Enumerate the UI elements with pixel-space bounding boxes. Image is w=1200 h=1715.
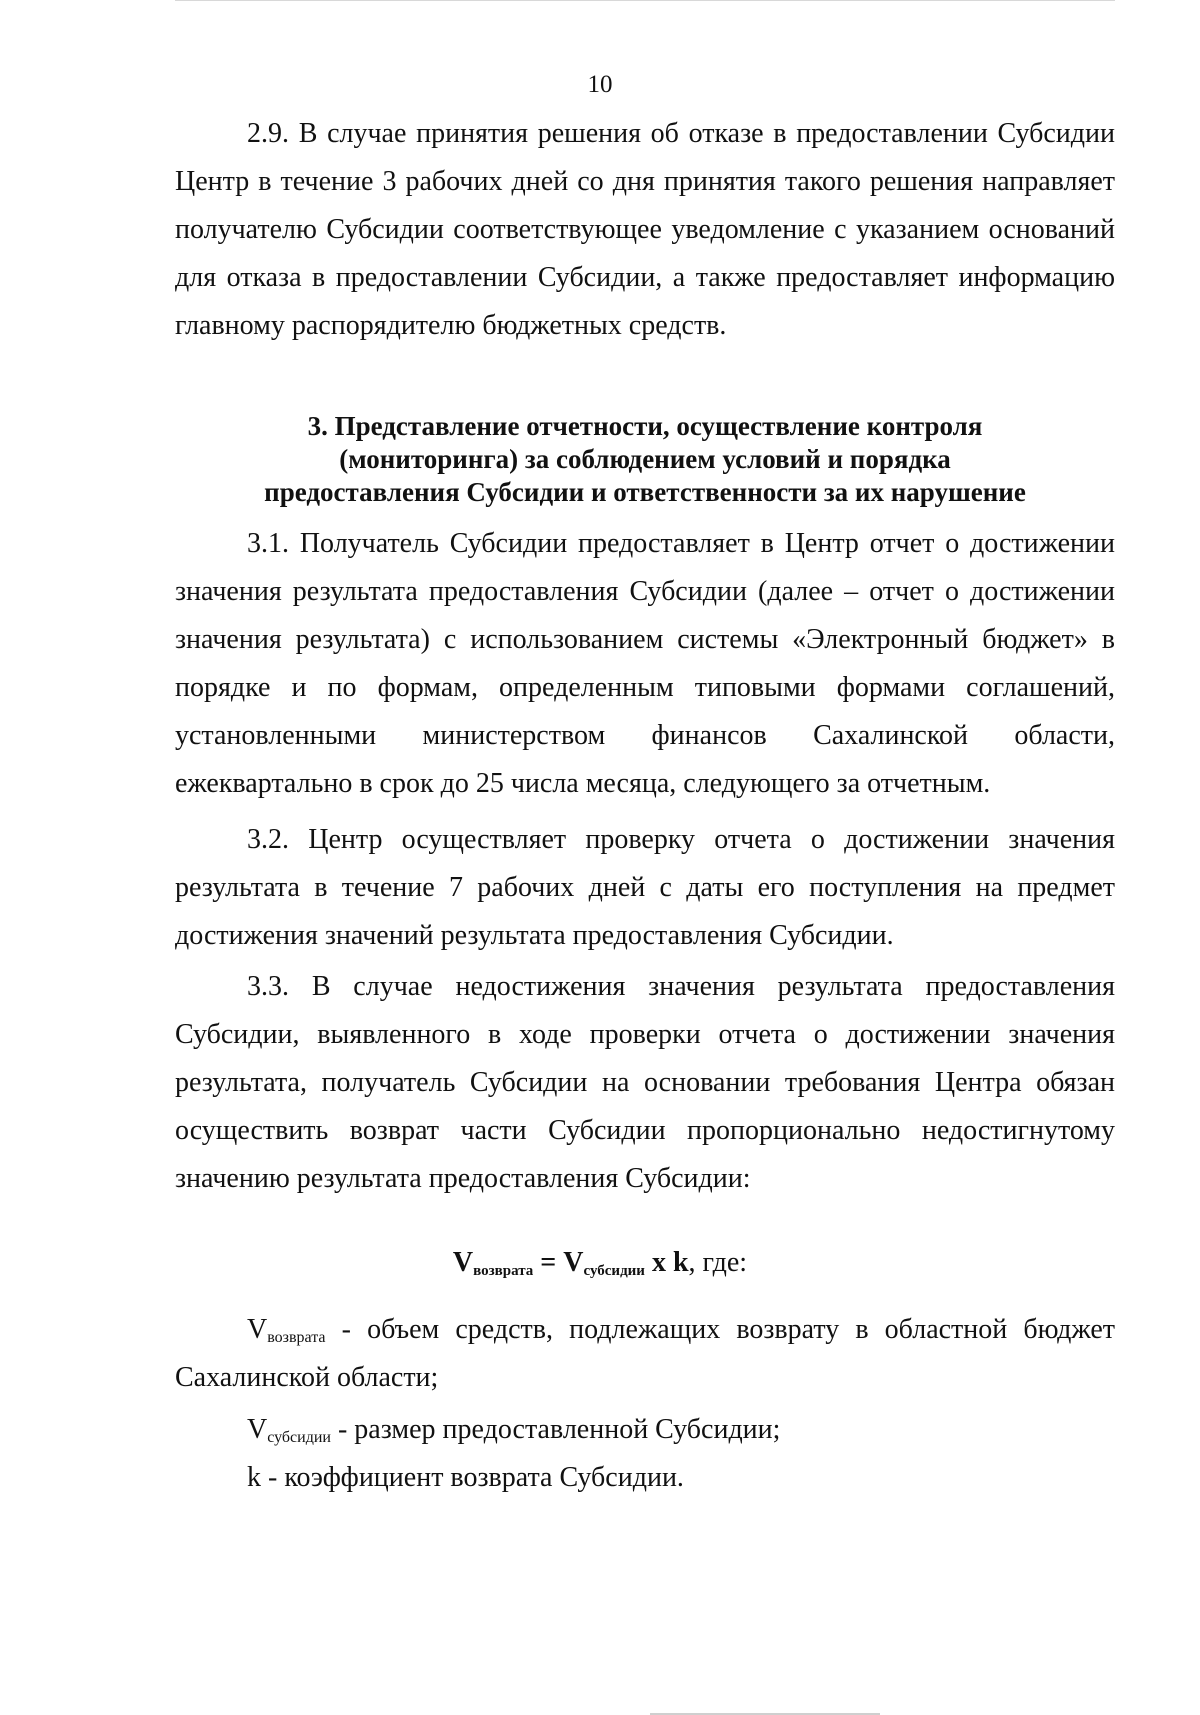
text-line: 3.2. Центр осуществляет проверку отчета о достижении значения: [247, 824, 1115, 855]
paragraph-2-9: [175, 110, 1115, 350]
paragraph-3-3: [175, 963, 1115, 1203]
return-formula: [0, 1243, 1200, 1291]
text-line: главному распорядителю бюджетных средств.: [175, 310, 727, 341]
formula-v-return: V: [452, 1247, 474, 1278]
formula-k: k: [672, 1247, 689, 1278]
text-line: значения результата предоставления Субсидии (далее – отчет о достижении: [175, 576, 1115, 607]
paragraph-3-1: [175, 520, 1115, 808]
definition-symbol: V: [247, 1414, 268, 1445]
definition-line: [175, 1306, 1115, 1354]
scan-top-edge: [175, 0, 1115, 1]
definition-text: - объем средств, подлежащих возврату в областной бюджет: [325, 1314, 1115, 1345]
text-line: значению результата предоставления Субсидии:: [175, 1163, 751, 1194]
page-number: 10: [587, 71, 613, 98]
text-line: Центр в течение 3 рабочих дней со дня принятия такого решения направляет: [175, 166, 1115, 197]
text-line: порядке и по формам, определенным типовыми формами соглашений,: [175, 672, 1115, 703]
definition-v-return: [175, 1306, 1115, 1402]
definition-subscript: возврата: [267, 1329, 326, 1346]
definition-text: - размер предоставленной Субсидии;: [330, 1414, 781, 1445]
formula-v-subsidy: V: [563, 1247, 584, 1278]
definition-k: [247, 1454, 1187, 1502]
text-line: Субсидии, выявленного в ходе проверки отчета о достижении значения: [175, 1019, 1115, 1050]
text-line: достижения значений результата предоставления Субсидии.: [175, 920, 894, 951]
text-line: осуществить возврат части Субсидии пропорционально недостигнутому: [175, 1115, 1115, 1146]
formula-tail: , где:: [688, 1247, 748, 1278]
text-line: значения результата) с использованием системы «Электронный бюджет» в: [175, 624, 1115, 655]
definition-text: k - коэффициент возврата Субсидии.: [247, 1462, 684, 1493]
definition-line: Сахалинской области;: [175, 1362, 439, 1393]
heading-line: предоставления Субсидии и ответственности за их нарушение: [264, 477, 1026, 507]
text-line: 3.1. Получатель Субсидии предоставляет в Центр отчет о достижении: [247, 528, 1115, 559]
formula-v-subsidy-subscript: субсидии: [583, 1263, 645, 1279]
text-line: 3.3. В случае недостижения значения результата предоставления: [247, 971, 1115, 1002]
heading-line: (мониторинга) за соблюдением условий и порядка: [339, 444, 951, 474]
definition-subscript: субсидии: [267, 1429, 331, 1446]
text-line: установленными министерством финансов Сахалинской области,: [175, 720, 1115, 751]
text-line: 2.9. В случае принятия решения об отказе в предоставлении Субсидии: [247, 118, 1115, 149]
paragraph-3-2: [175, 816, 1115, 960]
text-line: для отказа в предоставлении Субсидии, а также предоставляет информацию: [175, 262, 1115, 293]
formula-equals: =: [533, 1247, 564, 1278]
section-3-heading: [175, 410, 1115, 509]
text-line: результата в течение 7 рабочих дней с даты его поступления на предмет: [175, 872, 1115, 903]
definition-symbol: V: [247, 1314, 268, 1345]
text-line: ежеквартально в срок до 25 числа месяца, следующего за отчетным.: [175, 768, 991, 799]
text-line: результата, получатель Субсидии на основании требования Центра обязан: [175, 1067, 1115, 1098]
formula-times: x: [644, 1247, 673, 1278]
text-line: получателю Субсидии соответствующее уведомление с указанием оснований: [175, 214, 1115, 245]
heading-line: 3. Представление отчетности, осуществление контроля: [307, 411, 983, 441]
formula-v-return-subscript: возврата: [473, 1263, 534, 1279]
